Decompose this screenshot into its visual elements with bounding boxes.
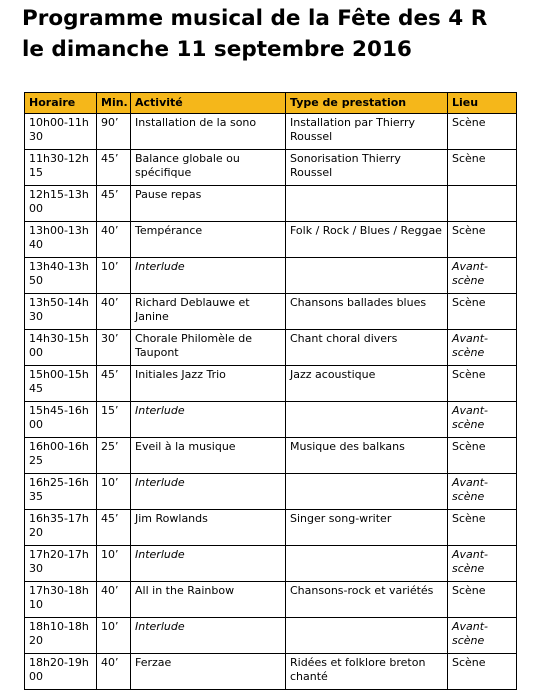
cell-type-prestation: Jazz acoustique [286,366,448,402]
cell-activite: Eveil à la musique [131,438,286,474]
cell-horaire: 18h10-18h 20 [25,618,97,654]
cell-type-prestation: Singer song-writer [286,510,448,546]
table-row [25,474,517,510]
table-row [25,294,517,330]
table-row [25,546,517,582]
cell-lieu: Scène [448,294,517,330]
header-type-prestation: Type de prestation [286,93,448,114]
cell-type-prestation: Installation par Thierry Roussel [286,114,448,150]
table-row [25,114,517,150]
cell-horaire: 13h00-13h 40 [25,222,97,258]
cell-minutes: 30’ [97,330,131,366]
table-body [25,114,517,690]
cell-lieu: Scène [448,222,517,258]
table-row [25,186,517,222]
cell-type-prestation: Folk / Rock / Blues / Reggae [286,222,448,258]
title-line-2: le dimanche 11 septembre 2016 [22,37,412,62]
cell-type-prestation [286,186,448,222]
cell-minutes: 90’ [97,114,131,150]
cell-minutes: 10’ [97,546,131,582]
programme-table [24,92,517,690]
cell-lieu: Scène [448,510,517,546]
cell-horaire: 13h50-14h 30 [25,294,97,330]
header-minutes: Min. [97,93,131,114]
cell-minutes: 45’ [97,150,131,186]
header-horaire: Horaire [25,93,97,114]
cell-horaire: 15h00-15h 45 [25,366,97,402]
cell-horaire: 16h35-17h 20 [25,510,97,546]
cell-type-prestation [286,618,448,654]
cell-lieu: Scène [448,654,517,690]
cell-lieu: Scène [448,150,517,186]
cell-activite: Interlude [131,402,286,438]
cell-horaire: 17h20-17h 30 [25,546,97,582]
cell-type-prestation: Musique des balkans [286,438,448,474]
cell-activite: Installation de la sono [131,114,286,150]
table-row [25,330,517,366]
cell-activite: Interlude [131,618,286,654]
cell-minutes: 10’ [97,474,131,510]
title-line-1: Programme musical de la Fête des 4 R [22,6,488,31]
table-header-row [25,93,517,114]
cell-horaire: 17h30-18h 10 [25,582,97,618]
cell-type-prestation [286,474,448,510]
cell-type-prestation: Sonorisation Thierry Roussel [286,150,448,186]
cell-type-prestation [286,258,448,294]
cell-lieu: Scène [448,366,517,402]
cell-activite: Balance globale ou spécifique [131,150,286,186]
cell-lieu: Avant-scène [448,402,517,438]
cell-activite: Chorale Philomèle de Taupont [131,330,286,366]
cell-lieu: Avant-scène [448,330,517,366]
cell-minutes: 40’ [97,654,131,690]
cell-lieu: Avant-scène [448,258,517,294]
table-row [25,258,517,294]
cell-horaire: 12h15-13h 00 [25,186,97,222]
cell-minutes: 10’ [97,618,131,654]
table-row [25,510,517,546]
cell-horaire: 13h40-13h 50 [25,258,97,294]
cell-activite: Pause repas [131,186,286,222]
cell-minutes: 10’ [97,258,131,294]
cell-lieu: Scène [448,114,517,150]
cell-horaire: 10h00-11h 30 [25,114,97,150]
cell-horaire: 15h45-16h 00 [25,402,97,438]
cell-type-prestation [286,546,448,582]
cell-minutes: 15’ [97,402,131,438]
header-lieu: Lieu [448,93,517,114]
cell-minutes: 25’ [97,438,131,474]
cell-horaire: 14h30-15h 00 [25,330,97,366]
cell-lieu [448,186,517,222]
cell-activite: Interlude [131,258,286,294]
cell-type-prestation: Chansons ballades blues [286,294,448,330]
cell-activite: Initiales Jazz Trio [131,366,286,402]
cell-type-prestation: Chant choral divers [286,330,448,366]
cell-horaire: 11h30-12h 15 [25,150,97,186]
cell-activite: All in the Rainbow [131,582,286,618]
cell-minutes: 40’ [97,222,131,258]
cell-type-prestation: Ridées et folklore breton chanté [286,654,448,690]
cell-type-prestation [286,402,448,438]
table-row [25,150,517,186]
table-row [25,582,517,618]
cell-minutes: 45’ [97,186,131,222]
table-row [25,402,517,438]
cell-minutes: 40’ [97,294,131,330]
cell-horaire: 18h20-19h 00 [25,654,97,690]
cell-activite: Tempérance [131,222,286,258]
cell-lieu: Avant-scène [448,546,517,582]
page-title [22,3,532,65]
cell-minutes: 45’ [97,366,131,402]
cell-activite: Interlude [131,474,286,510]
cell-minutes: 40’ [97,582,131,618]
table-row [25,222,517,258]
cell-type-prestation: Chansons-rock et variétés [286,582,448,618]
table-row [25,366,517,402]
table-row [25,618,517,654]
header-activite: Activité [131,93,286,114]
cell-lieu: Avant-scène [448,618,517,654]
cell-activite: Jim Rowlands [131,510,286,546]
cell-lieu: Scène [448,582,517,618]
cell-activite: Richard Deblauwe et Janine [131,294,286,330]
cell-activite: Ferzae [131,654,286,690]
cell-activite: Interlude [131,546,286,582]
cell-lieu: Avant-scène [448,474,517,510]
cell-lieu: Scène [448,438,517,474]
cell-horaire: 16h00-16h 25 [25,438,97,474]
table-row [25,654,517,690]
cell-horaire: 16h25-16h 35 [25,474,97,510]
table-row [25,438,517,474]
cell-minutes: 45’ [97,510,131,546]
